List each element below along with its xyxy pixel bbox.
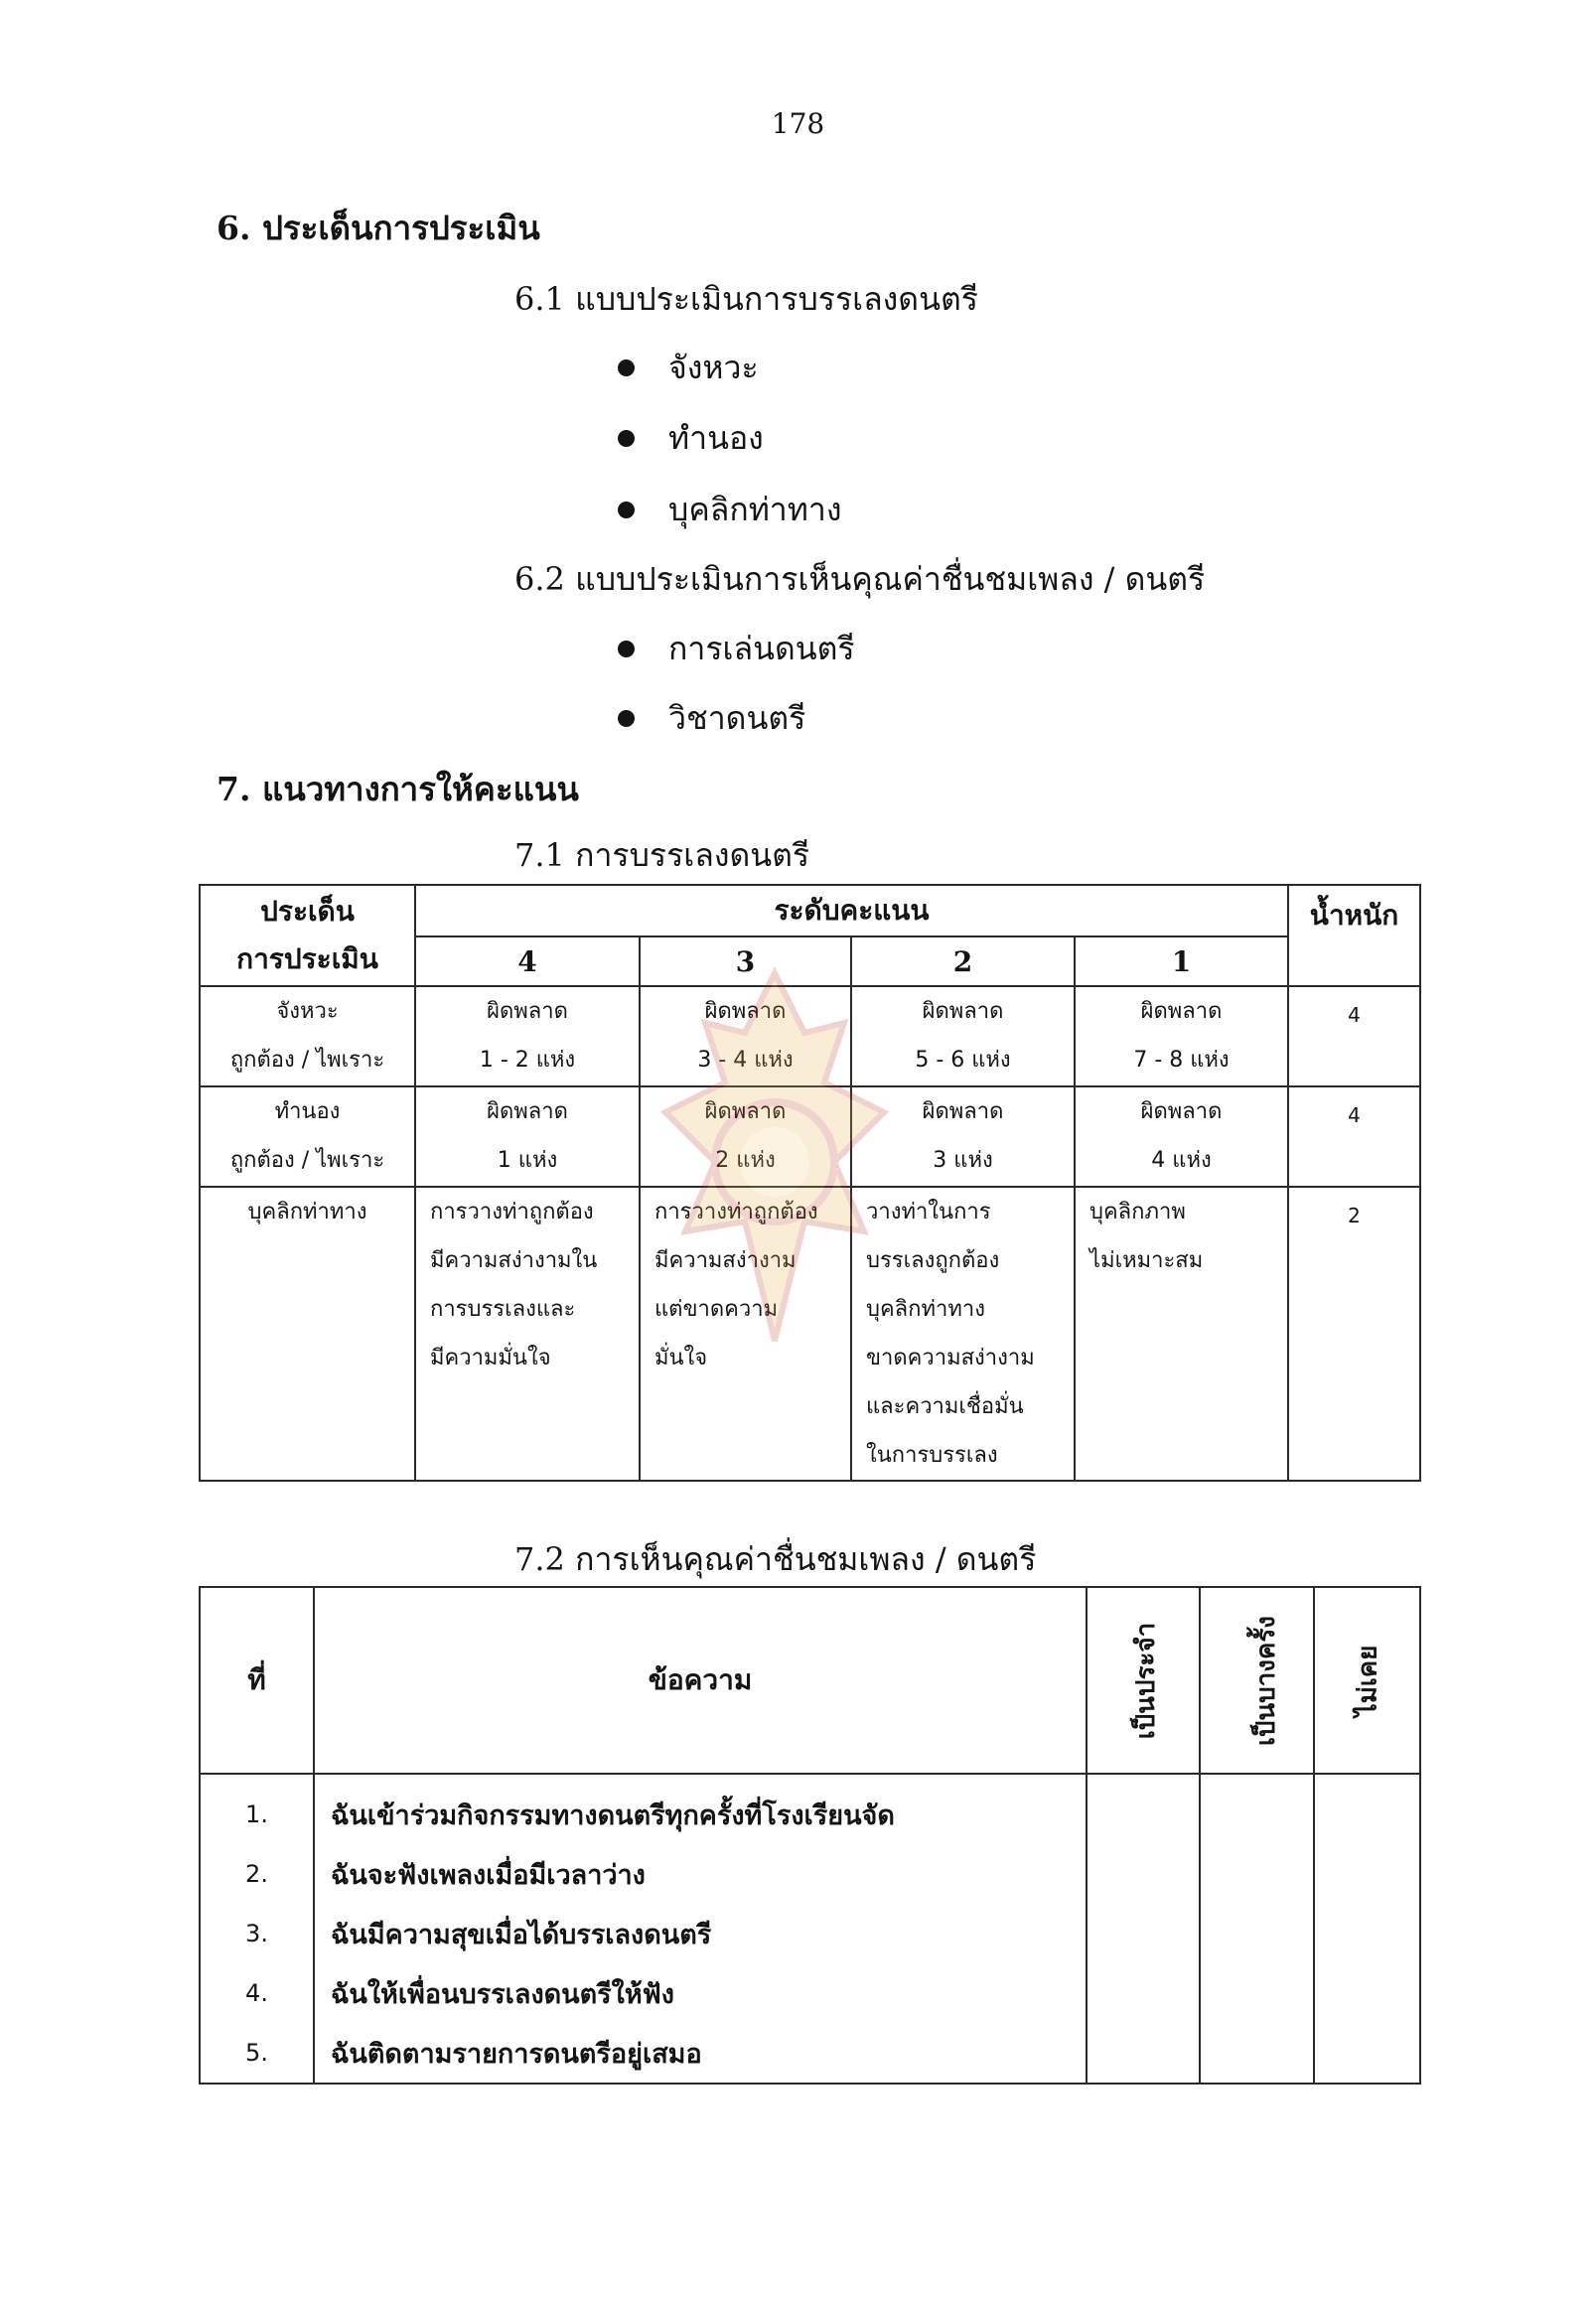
header-levels: ระดับคะแนน xyxy=(415,885,1288,936)
table-row xyxy=(200,1963,1420,2023)
score-cell xyxy=(415,1086,640,1187)
answer-cell[interactable] xyxy=(1087,1774,1200,1844)
cell-line: ทำนอง xyxy=(274,1099,341,1124)
bullet-icon xyxy=(618,710,635,727)
cell-line: ผิดพลาด xyxy=(922,1099,1004,1124)
score-cell xyxy=(1075,986,1288,1086)
bullet-item xyxy=(618,343,759,393)
cell-line: 5 - 6 แห่ง xyxy=(915,1048,1011,1073)
cell-line: ไม่เหมาะสม xyxy=(1089,1248,1204,1273)
bullet-icon xyxy=(618,502,635,518)
cell-line: 2 แห่ง xyxy=(715,1148,776,1173)
header-issue-line: ประเด็น xyxy=(260,895,355,928)
issue-cell xyxy=(200,986,415,1086)
score-cell xyxy=(640,1086,851,1187)
attitude-table xyxy=(199,1586,1421,2085)
answer-cell[interactable] xyxy=(1314,1844,1420,1904)
answer-cell[interactable] xyxy=(1200,1904,1314,1963)
bullet-label: บุคลิกท่าทาง xyxy=(668,491,842,528)
cell-line: การวางท่าถูกต้อง xyxy=(654,1200,818,1224)
section-6-1-title: 6.1 แบบประเมินการบรรเลงดนตรี xyxy=(514,280,978,318)
row-number: 4. xyxy=(200,1963,314,2023)
weight-cell: 4 xyxy=(1288,1086,1420,1187)
answer-cell[interactable] xyxy=(1314,1963,1420,2023)
bullet-label: การเล่นดนตรี xyxy=(668,630,855,667)
answer-cell[interactable] xyxy=(1314,2023,1420,2084)
bullet-item xyxy=(618,485,841,535)
cell-line: มั่นใจ xyxy=(654,1346,708,1370)
answer-cell[interactable] xyxy=(1087,1963,1200,2023)
header-option xyxy=(1314,1587,1420,1774)
cell-line: จังหวะ xyxy=(276,999,339,1024)
cell-line: บรรเลงถูกต้อง xyxy=(866,1248,1000,1273)
answer-cell[interactable] xyxy=(1087,1904,1200,1963)
score-cell xyxy=(1075,1187,1288,1481)
row-statement: ฉันมีความสุขเมื่อได้บรรเลงดนตรี xyxy=(314,1904,1087,1963)
cell-line: ผิดพลาด xyxy=(487,999,568,1024)
header-no: ที่ xyxy=(200,1587,314,1774)
weight-cell: 2 xyxy=(1288,1187,1420,1481)
scoring-table xyxy=(199,884,1421,1482)
row-number: 3. xyxy=(200,1904,314,1963)
answer-cell[interactable] xyxy=(1200,2023,1314,2084)
answer-cell[interactable] xyxy=(1200,1844,1314,1904)
weight-cell: 4 xyxy=(1288,986,1420,1086)
cell-line: มีความสง่างามใน xyxy=(430,1248,598,1273)
bullet-item xyxy=(618,624,855,674)
row-statement: ฉันให้เพื่อนบรรเลงดนตรีให้ฟัง xyxy=(314,1963,1087,2023)
cell-line: 1 แห่ง xyxy=(497,1148,558,1173)
header-option xyxy=(1200,1587,1314,1774)
row-statement: ฉันจะฟังเพลงเมื่อมีเวลาว่าง xyxy=(314,1844,1087,1904)
table-row xyxy=(200,1187,1420,1481)
cell-line: 1 - 2 แห่ง xyxy=(479,1048,576,1073)
cell-line: ผิดพลาด xyxy=(922,999,1004,1024)
cell-line: 3 - 4 แห่ง xyxy=(697,1048,794,1073)
row-number: 1. xyxy=(200,1774,314,1844)
cell-line: บุคลิกท่าทาง xyxy=(866,1297,985,1322)
header-option-label: ไม่เคย xyxy=(1352,1645,1382,1716)
cell-line: ผิดพลาด xyxy=(704,999,787,1024)
score-cell xyxy=(415,1187,640,1481)
header-option xyxy=(1087,1587,1200,1774)
bullet-label: ทำนอง xyxy=(668,419,764,457)
cell-line: มีความมั่นใจ xyxy=(430,1346,551,1370)
score-cell xyxy=(1075,1086,1288,1187)
cell-line: และความเชื่อมั่น xyxy=(866,1394,1024,1419)
level-header: 3 xyxy=(640,936,851,986)
score-cell xyxy=(851,1086,1075,1187)
score-cell xyxy=(851,1187,1075,1481)
header-statement: ข้อความ xyxy=(314,1587,1087,1774)
cell-line: ผิดพลาด xyxy=(487,1099,568,1124)
row-statement: ฉันเข้าร่วมกิจกรรมทางดนตรีทุกครั้งที่โรงเรียนจัด xyxy=(314,1774,1087,1844)
row-number: 5. xyxy=(200,2023,314,2084)
level-header: 1 xyxy=(1075,936,1288,986)
answer-cell[interactable] xyxy=(1200,1774,1314,1844)
bullet-item xyxy=(618,413,764,464)
cell-line: ผิดพลาด xyxy=(704,1099,787,1124)
answer-cell[interactable] xyxy=(1087,1844,1200,1904)
cell-line: 7 - 8 แห่ง xyxy=(1133,1048,1230,1073)
section-7-1-title: 7.1 การบรรเลงดนตรี xyxy=(514,836,810,874)
score-cell xyxy=(415,986,640,1086)
cell-line: การวางท่าถูกต้อง xyxy=(430,1200,594,1224)
table-row xyxy=(200,1904,1420,1963)
cell-line: บุคลิกภาพ xyxy=(1089,1200,1186,1224)
issue-cell xyxy=(200,1187,415,1481)
score-cell xyxy=(851,986,1075,1086)
header-issue xyxy=(200,885,415,986)
cell-line: วางท่าในการ xyxy=(866,1200,991,1224)
cell-line: ในการบรรเลง xyxy=(866,1443,998,1468)
header-issue-line: การประเมิน xyxy=(236,942,378,975)
answer-cell[interactable] xyxy=(1087,2023,1200,2084)
bullet-icon xyxy=(618,430,635,447)
bullet-icon xyxy=(618,360,635,376)
cell-line: ผิดพลาด xyxy=(1140,999,1223,1024)
table-row xyxy=(200,2023,1420,2084)
bullet-icon xyxy=(618,641,635,657)
cell-line: มีความสง่างาม xyxy=(654,1248,797,1273)
header-weight: น้ำหนัก xyxy=(1288,885,1420,986)
cell-line: ถูกต้อง / ไพเราะ xyxy=(229,1148,385,1173)
header-option-label: เป็นบางครั้ง xyxy=(1251,1615,1282,1746)
issue-cell xyxy=(200,1086,415,1187)
section-7-heading: 7. แนวทางการให้คะแนน xyxy=(217,770,579,808)
header-option-label: เป็นประจำ xyxy=(1131,1622,1162,1739)
cell-line: ขาดความสง่างาม xyxy=(866,1346,1035,1370)
level-header: 4 xyxy=(415,936,640,986)
table-row xyxy=(200,1844,1420,1904)
table-row xyxy=(200,1774,1420,1844)
table-row xyxy=(200,1086,1420,1187)
section-6-2-title: 6.2 แบบประเมินการเห็นคุณค่าชื่นชมเพลง / ดนตรี xyxy=(514,560,1206,598)
section-7-2-title: 7.2 การเห็นคุณค่าชื่นชมเพลง / ดนตรี xyxy=(514,1540,1037,1578)
table-row xyxy=(200,986,1420,1086)
row-statement: ฉันติดตามรายการดนตรีอยู่เสมอ xyxy=(314,2023,1087,2084)
page-number: 178 xyxy=(771,107,825,140)
answer-cell[interactable] xyxy=(1314,1904,1420,1963)
cell-line: ถูกต้อง / ไพเราะ xyxy=(229,1048,385,1073)
answer-cell[interactable] xyxy=(1200,1963,1314,2023)
bullet-item xyxy=(618,693,805,744)
answer-cell[interactable] xyxy=(1314,1774,1420,1844)
cell-line: บุคลิกท่าทาง xyxy=(247,1200,367,1224)
cell-line: แต่ขาดความ xyxy=(654,1297,779,1322)
cell-line: 3 แห่ง xyxy=(933,1148,993,1173)
level-header: 2 xyxy=(851,936,1075,986)
score-cell xyxy=(640,1187,851,1481)
cell-line: การบรรเลงและ xyxy=(430,1297,576,1322)
score-cell xyxy=(640,986,851,1086)
cell-line: 4 แห่ง xyxy=(1151,1148,1212,1173)
bullet-label: จังหวะ xyxy=(668,349,759,386)
bullet-label: วิชาดนตรี xyxy=(668,699,806,737)
section-6-heading: 6. ประเด็นการประเมิน xyxy=(217,209,540,247)
cell-line: ผิดพลาด xyxy=(1140,1099,1223,1124)
row-number: 2. xyxy=(200,1844,314,1904)
